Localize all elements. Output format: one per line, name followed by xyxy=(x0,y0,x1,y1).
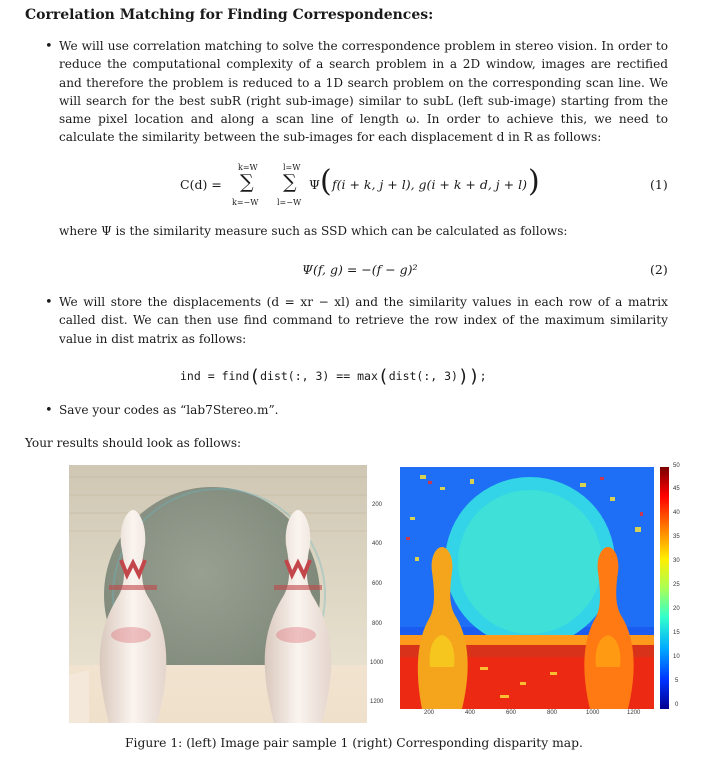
colorbar-tick-label: 25 xyxy=(673,582,680,588)
eq1-args: f(i + k, j + l), g(i + k + d, j + l) xyxy=(332,177,527,192)
code-expression xyxy=(180,366,487,386)
colorbar xyxy=(660,467,669,709)
y-tick-label: 1000 xyxy=(370,660,384,666)
bullet-1-line: search for the best subR (right sub-image) similar to subL (left sub-image) starting from the same xyxy=(59,93,668,127)
code-find: find xyxy=(221,369,250,383)
bullet-1-line: therefore the problem is reduced to a 1D search problem on the corresponding scan line. We will xyxy=(59,75,668,108)
eq1-close-paren: ) xyxy=(528,164,540,199)
code-paren: )) xyxy=(457,366,480,387)
eq2-number: (2) xyxy=(650,262,668,277)
colorbar-tick-label: 30 xyxy=(673,558,680,564)
bullet-2-line: dist. We can then use find command to retrieve the row index of the maximum similarity value in xyxy=(59,313,668,346)
bullet-marker: • xyxy=(45,295,53,310)
bullet-2-line: We will store the displacements (d = xr − xl) and the similarity values in each row of a matrix called xyxy=(59,295,668,328)
code-paren: ( xyxy=(377,366,389,387)
colorbar-tick-label: 20 xyxy=(673,606,680,612)
bullet-1-paragraph xyxy=(59,37,668,147)
equation-2: Ψ(f, g) = −(f − g)² xyxy=(302,262,418,277)
bullet-1-line: pixel location and along a scan line of length ω. In order to achieve this, we need to calculate the xyxy=(59,112,668,145)
colorbar-tick-label: 0 xyxy=(675,702,679,708)
code-arg2: dist(:, 3) xyxy=(388,369,458,383)
bullet-1-line: similarity between the sub-images for each displacement d in R as follows: xyxy=(142,130,602,145)
y-tick-label: 200 xyxy=(372,502,383,508)
eq1-psi: Ψ xyxy=(309,177,320,192)
bullet-marker: • xyxy=(45,403,53,418)
eq1-sum2-sigma: ∑ xyxy=(283,171,297,193)
bullet-1-line: reduce the computational complexity of a search problem in a 2D window, images are rectified and xyxy=(59,57,668,90)
where-text: where Ψ is the similarity measure such as SSD which can be calculated as follows: xyxy=(59,224,568,238)
colorbar-tick-label: 45 xyxy=(673,486,680,492)
eq1-lhs: C(d) = xyxy=(180,177,222,192)
bullet-2-line: dist matrix as follows: xyxy=(111,331,247,346)
eq1-number: (1) xyxy=(650,177,668,192)
bullet-1-line: We will use correlation matching to solve the correspondence problem in stereo vision. In order to xyxy=(59,39,668,53)
code-tail: ; xyxy=(479,369,487,383)
eq1-sum1-sigma: ∑ xyxy=(240,171,254,193)
eq1-open-paren: ( xyxy=(320,164,332,199)
results-text: Your results should look as follows: xyxy=(25,436,242,450)
x-tick-label: 1000 xyxy=(586,710,600,716)
eq1-sum2-bottom: l=−W xyxy=(277,198,302,207)
code-lhs: ind = xyxy=(180,369,215,383)
code-max: max xyxy=(357,369,378,383)
section-heading: Correlation Matching for Finding Correspondences: xyxy=(25,7,434,23)
code-op: == xyxy=(336,369,351,383)
x-tick-label: 800 xyxy=(547,710,558,716)
y-tick-label: 400 xyxy=(372,541,383,547)
colorbar-tick-label: 10 xyxy=(673,654,680,660)
code-paren: ( xyxy=(249,366,261,387)
y-tick-label: 1200 xyxy=(370,699,384,705)
bullet-marker: • xyxy=(45,39,53,54)
x-tick-label: 600 xyxy=(506,710,517,716)
colorbar-tick-label: 40 xyxy=(673,510,680,516)
figure-caption: Figure 1: (left) Image pair sample 1 (right) Corresponding disparity map. xyxy=(125,736,583,750)
disparity-map-figure xyxy=(370,462,690,724)
colorbar-tick-label: 15 xyxy=(673,630,680,636)
bullet-3-text: Save your codes as “lab7Stereo.m”. xyxy=(59,403,279,417)
colorbar-tick-label: 50 xyxy=(673,463,680,469)
bullet-2-paragraph xyxy=(59,293,668,348)
colorbar-tick-label: 5 xyxy=(675,678,679,684)
eq1-sum2-top: l=W xyxy=(283,163,301,172)
disparity-map-image xyxy=(400,467,654,709)
x-tick-label: 1200 xyxy=(627,710,641,716)
stereo-image-pair xyxy=(69,465,367,723)
eq1-sum1-top: k=W xyxy=(238,163,258,172)
equation-1 xyxy=(180,160,670,212)
x-tick-label: 200 xyxy=(424,710,435,716)
eq1-sum1-bottom: k=−W xyxy=(232,198,259,207)
y-tick-label: 800 xyxy=(372,621,383,627)
code-arg1: dist(:, 3) xyxy=(260,369,330,383)
colorbar-tick-label: 35 xyxy=(673,534,680,540)
y-tick-label: 600 xyxy=(372,581,383,587)
x-tick-label: 400 xyxy=(465,710,476,716)
